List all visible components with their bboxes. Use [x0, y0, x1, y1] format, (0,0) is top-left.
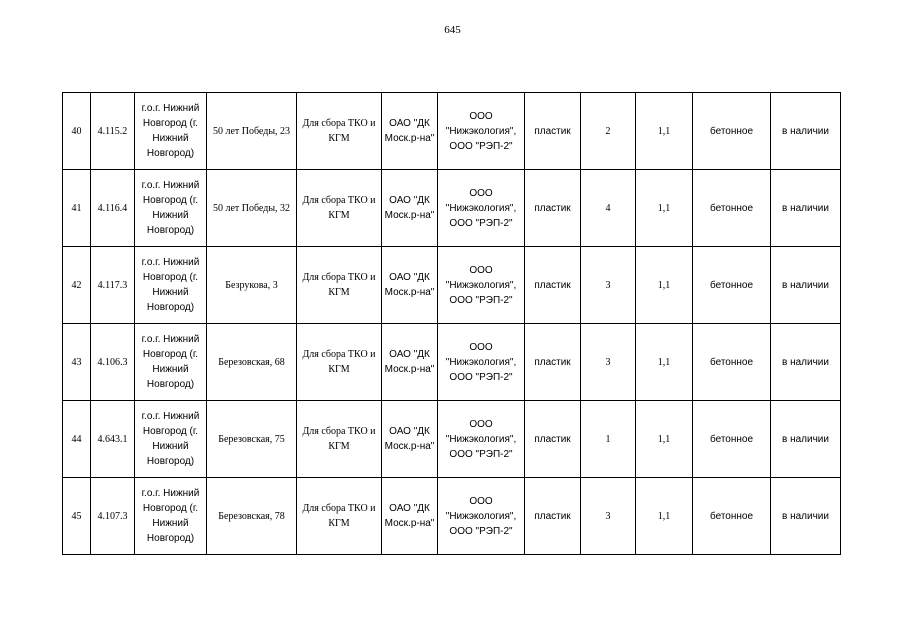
status-cell: в наличии	[771, 93, 841, 170]
row-number: 44	[63, 401, 91, 478]
address-cell: Березовская, 78	[207, 478, 297, 555]
address-cell: 50 лет Победы, 32	[207, 170, 297, 247]
row-number: 43	[63, 324, 91, 401]
site-code: 4.116.4	[91, 170, 135, 247]
address-cell: 50 лет Победы, 23	[207, 93, 297, 170]
container-count-cell: 3	[581, 478, 636, 555]
operator-cell: ООО "Нижэкология", ООО "РЭП-2"	[438, 93, 525, 170]
purpose-cell: Для сбора ТКО и КГМ	[297, 401, 382, 478]
volume-cell: 1,1	[636, 170, 693, 247]
table-row	[63, 401, 841, 478]
status-cell: в наличии	[771, 324, 841, 401]
volume-cell: 1,1	[636, 247, 693, 324]
waste-site-table	[62, 92, 841, 555]
status-cell: в наличии	[771, 247, 841, 324]
locality-cell: г.о.г. Нижний Новгород (г. Нижний Новгород)	[135, 247, 207, 324]
row-number: 45	[63, 478, 91, 555]
operator-cell: ООО "Нижэкология", ООО "РЭП-2"	[438, 478, 525, 555]
material-cell: пластик	[525, 324, 581, 401]
owner-cell: ОАО "ДК Моск.р-на"	[382, 478, 438, 555]
row-number: 41	[63, 170, 91, 247]
purpose-cell: Для сбора ТКО и КГМ	[297, 478, 382, 555]
page-number: 645	[444, 24, 461, 36]
material-cell: пластик	[525, 478, 581, 555]
operator-cell: ООО "Нижэкология", ООО "РЭП-2"	[438, 170, 525, 247]
owner-cell: ОАО "ДК Моск.р-на"	[382, 93, 438, 170]
material-cell: пластик	[525, 170, 581, 247]
surface-cell: бетонное	[693, 247, 771, 324]
locality-cell: г.о.г. Нижний Новгород (г. Нижний Новгород)	[135, 93, 207, 170]
surface-cell: бетонное	[693, 324, 771, 401]
table-row	[63, 170, 841, 247]
volume-cell: 1,1	[636, 401, 693, 478]
table-row	[63, 478, 841, 555]
status-cell: в наличии	[771, 401, 841, 478]
material-cell: пластик	[525, 247, 581, 324]
volume-cell: 1,1	[636, 478, 693, 555]
locality-cell: г.о.г. Нижний Новгород (г. Нижний Новгород)	[135, 478, 207, 555]
owner-cell: ОАО "ДК Моск.р-на"	[382, 401, 438, 478]
row-number: 42	[63, 247, 91, 324]
purpose-cell: Для сбора ТКО и КГМ	[297, 247, 382, 324]
locality-cell: г.о.г. Нижний Новгород (г. Нижний Новгород)	[135, 401, 207, 478]
table-row	[63, 93, 841, 170]
surface-cell: бетонное	[693, 478, 771, 555]
site-code: 4.107.3	[91, 478, 135, 555]
address-cell: Безрукова, 3	[207, 247, 297, 324]
address-cell: Березовская, 68	[207, 324, 297, 401]
owner-cell: ОАО "ДК Моск.р-на"	[382, 170, 438, 247]
surface-cell: бетонное	[693, 401, 771, 478]
material-cell: пластик	[525, 401, 581, 478]
volume-cell: 1,1	[636, 324, 693, 401]
container-count-cell: 3	[581, 247, 636, 324]
surface-cell: бетонное	[693, 93, 771, 170]
site-code: 4.117.3	[91, 247, 135, 324]
operator-cell: ООО "Нижэкология", ООО "РЭП-2"	[438, 324, 525, 401]
purpose-cell: Для сбора ТКО и КГМ	[297, 93, 382, 170]
container-count-cell: 4	[581, 170, 636, 247]
purpose-cell: Для сбора ТКО и КГМ	[297, 324, 382, 401]
table-row	[63, 247, 841, 324]
operator-cell: ООО "Нижэкология", ООО "РЭП-2"	[438, 247, 525, 324]
volume-cell: 1,1	[636, 93, 693, 170]
status-cell: в наличии	[771, 170, 841, 247]
owner-cell: ОАО "ДК Моск.р-на"	[382, 247, 438, 324]
container-count-cell: 1	[581, 401, 636, 478]
site-code: 4.115.2	[91, 93, 135, 170]
operator-cell: ООО "Нижэкология", ООО "РЭП-2"	[438, 401, 525, 478]
purpose-cell: Для сбора ТКО и КГМ	[297, 170, 382, 247]
locality-cell: г.о.г. Нижний Новгород (г. Нижний Новгород)	[135, 324, 207, 401]
table-row	[63, 324, 841, 401]
surface-cell: бетонное	[693, 170, 771, 247]
site-code: 4.106.3	[91, 324, 135, 401]
locality-cell: г.о.г. Нижний Новгород (г. Нижний Новгород)	[135, 170, 207, 247]
status-cell: в наличии	[771, 478, 841, 555]
address-cell: Березовская, 75	[207, 401, 297, 478]
owner-cell: ОАО "ДК Моск.р-на"	[382, 324, 438, 401]
container-count-cell: 2	[581, 93, 636, 170]
row-number: 40	[63, 93, 91, 170]
site-code: 4.643.1	[91, 401, 135, 478]
material-cell: пластик	[525, 93, 581, 170]
container-count-cell: 3	[581, 324, 636, 401]
